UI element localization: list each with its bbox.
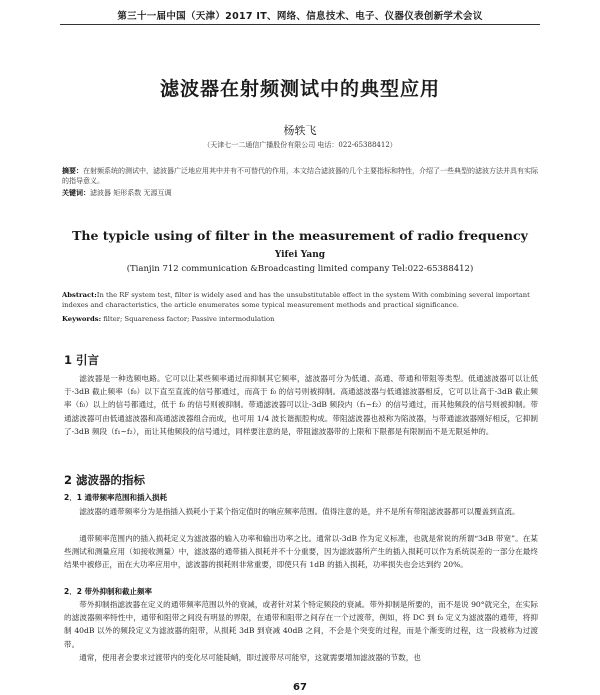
rejection-paragraph-2: 通常，使用者会要求过渡带内的变化尽可能陡峭，即过渡带尽可能窄，这就需要增加滤波器的节数，也 <box>79 653 421 662</box>
passband-paragraph-1: 滤波器的通带频率分为是指插入损耗小于某个指定值时的响应频率范围。值得注意的是，并不是所有带阻滤波器都可以覆盖到直流。 <box>79 507 520 516</box>
page-number: 67 <box>293 682 307 693</box>
introduction-paragraph: 滤波器是一种选频电路。它可以让某些频率通过而抑制其它频率，滤波器可分为低通、高通、带通和带阻等类型。低通滤波器可以让低于-3dB 截止频率（f₀）以下直至直流的信号都通过，而高于 f₀ 的信号则被抑制。高通滤波器与低通滤波器相反，它可以让高于-3dB 截止频率（f₀）以上的信号都通过，低于 f₀ 的信号则被抑制。带通滤波器可以让-3dB 频段内（f₁~f₂）的信号通过，而其他频段的信号则被抑制。带通滤波器可由低通滤波器和高通滤波器组合而成，也可用 1/4 波长谐振腔构成。带阻滤波器也被称为陷波器，与带通滤波器刚好相反，它抑制了-3dB 频段（f₁~f₂），而让其他频段的信号通过，同样要注意的是，带阻滤波器带的上限和下限都是有限制而不是无限延伸的。 <box>64 374 538 436</box>
english-keywords <box>62 314 538 324</box>
english-keywords-label: Keywords: <box>62 315 102 323</box>
section-heading-filter-indexes: 2 滤波器的指标 <box>64 473 146 487</box>
chinese-affiliation: （天津七一二通信广播股份有限公司 电话：022-65388412） <box>203 141 397 149</box>
chinese-keywords-label: 关键词： <box>62 188 90 197</box>
subsection-heading-passband: 2．1 通带频率范围和插入损耗 <box>64 493 168 502</box>
chinese-abstract-text: 在射频系统的测试中，滤波器广泛地应用其中并有不可替代的作用，本文结合滤波器的几个主要指标和特性，介绍了一些典型的滤波方法并具有实际的指导意义。 <box>62 167 538 185</box>
english-keywords-text: filter; Squareness factor; Passive intermodulation <box>103 315 275 323</box>
english-abstract-text: In the RF system test, filter is widely ased and has the unsubstitutable effect in the system With combining several important indexes and characteristics, the article enumerates some typical measurement methods and practical significance. <box>62 291 530 309</box>
running-head: 第三十一届中国（天津）2017 IT、网络、信息技术、电子、仪器仪表创新学术会议 <box>117 11 483 22</box>
chinese-title: 滤波器在射频测试中的典型应用 <box>159 78 440 100</box>
chinese-keywords <box>62 188 538 198</box>
english-title: The typicle using of filter in the measurement of radio frequency <box>72 228 528 243</box>
header-rule <box>60 24 540 25</box>
chinese-keywords-text: 滤波器 矩形系数 无源互调 <box>90 189 172 197</box>
subsection-heading-rejection: 2．2 带外抑制和截止频率 <box>64 587 153 596</box>
english-abstract-label: Abstract: <box>62 291 97 299</box>
english-author: Yifei Yang <box>274 250 326 260</box>
rejection-paragraph-1: 带外抑制指滤波器在定义的通带频率范围以外的衰减，或者针对某个特定频段的衰减。带外抑制是所要的，而不是说 90°就完全，在实际的滤波器频率特性中，通带和阻带之间没有明显的界限，在通带和阻带之间存在一个过渡带，例如，将 DC 到 f₀ 定义为滤波器的通带，将抑制 40dB 以外的频段定义为滤波器的阻带，从损耗 3dB 到衰减 40dB 之间，不会是个突变的过程，而是个渐变的过程，这一段被称为过渡带。 <box>64 600 538 649</box>
chinese-author: 杨轶飞 <box>283 124 317 137</box>
english-abstract <box>62 290 538 310</box>
passband-paragraph-2: 通带频率范围内的插入损耗定义为滤波器的输入功率和输出功率之比。通常以-3dB 作为定义标准，也就是常说的所谓“3dB 带宽”。在某些测试和测量应用（如接收测量）中，滤波器的通带插入损耗并不十分重要，因为滤波器所产生的插入损耗可以作为系统误差的一部分在最终结果中被修正，而在大功率应用中，滤波器的损耗则非常重要，即使只有 1dB 的插入损耗，功率损失也会达到约 20%。 <box>64 534 538 570</box>
section-heading-introduction: 1 引言 <box>64 353 100 367</box>
chinese-abstract-label: 摘要： <box>62 166 83 175</box>
english-affiliation: (Tianjin 712 communication &Broadcasting limited company Tel:022-65388412) <box>126 264 474 274</box>
chinese-abstract <box>62 166 538 186</box>
